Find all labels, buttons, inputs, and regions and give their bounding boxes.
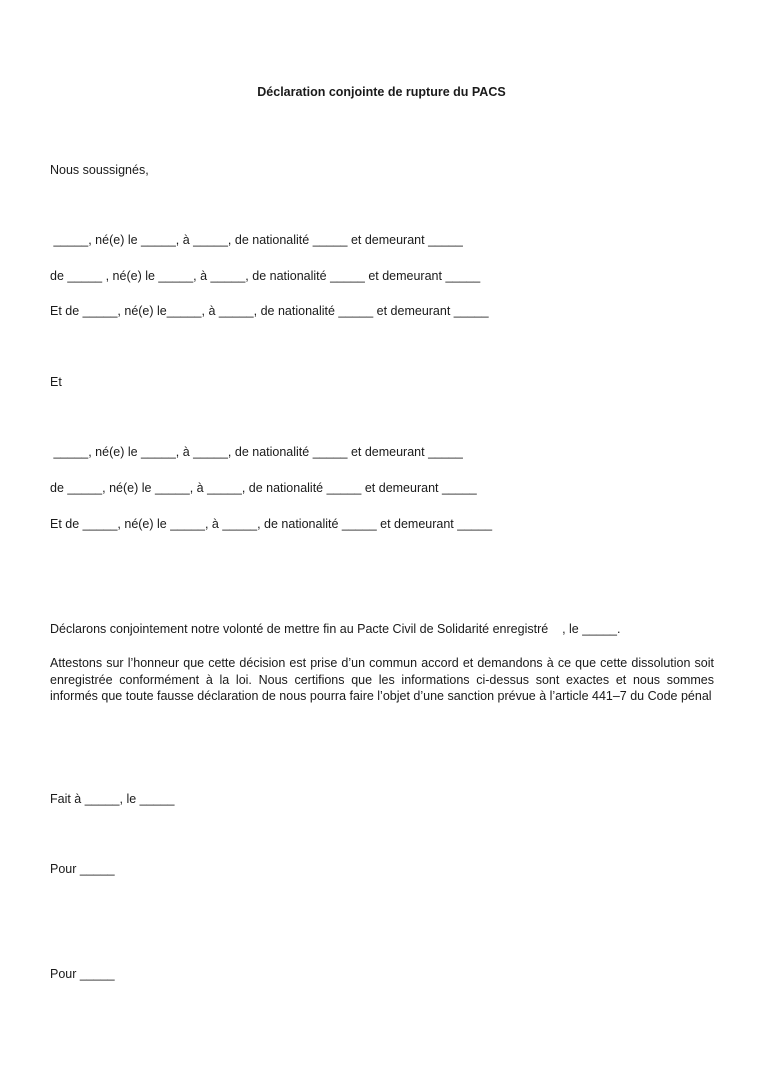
document-title: Déclaration conjointe de rupture du PACS [257,85,506,99]
signature-line-1: Pour _____ [50,862,115,876]
place-date-line: Fait à _____, le _____ [50,792,175,806]
signature-line-2: Pour _____ [50,967,115,981]
party1-line2: de _____ , né(e) le _____, à _____, de nationalité _____ et demeurant _____ [50,269,481,283]
party2-line3: Et de _____, né(e) le _____, à _____, de nationalité _____ et demeurant _____ [50,517,493,531]
intro-text: Nous soussignés, [50,163,149,177]
attestation-paragraph: Attestons sur l’honneur que cette décision est prise d’un commun accord et demandons à ce que cette dissolution soit enregistrée conformément à la loi. Nous certifions que les informations ci-dessus sont exactes et nous sommes informés que toute fausse déclaration de nous pourra faire l’objet d’une sanction prévue à l’article 441–7 du Code pénal [50,656,714,703]
party2-line2: de _____, né(e) le _____, à _____, de nationalité _____ et demeurant _____ [50,481,477,495]
party1-line1: _____, né(e) le _____, à _____, de nationalité _____ et demeurant _____ [50,233,463,247]
conjunction-text: Et [50,375,62,389]
declaration-text: Déclarons conjointement notre volonté de mettre fin au Pacte Civil de Solidarité enregistré , le _____. [50,622,621,636]
party2-line1: _____, né(e) le _____, à _____, de nationalité _____ et demeurant _____ [50,445,463,459]
party1-line3: Et de _____, né(e) le_____, à _____, de nationalité _____ et demeurant _____ [50,304,489,318]
